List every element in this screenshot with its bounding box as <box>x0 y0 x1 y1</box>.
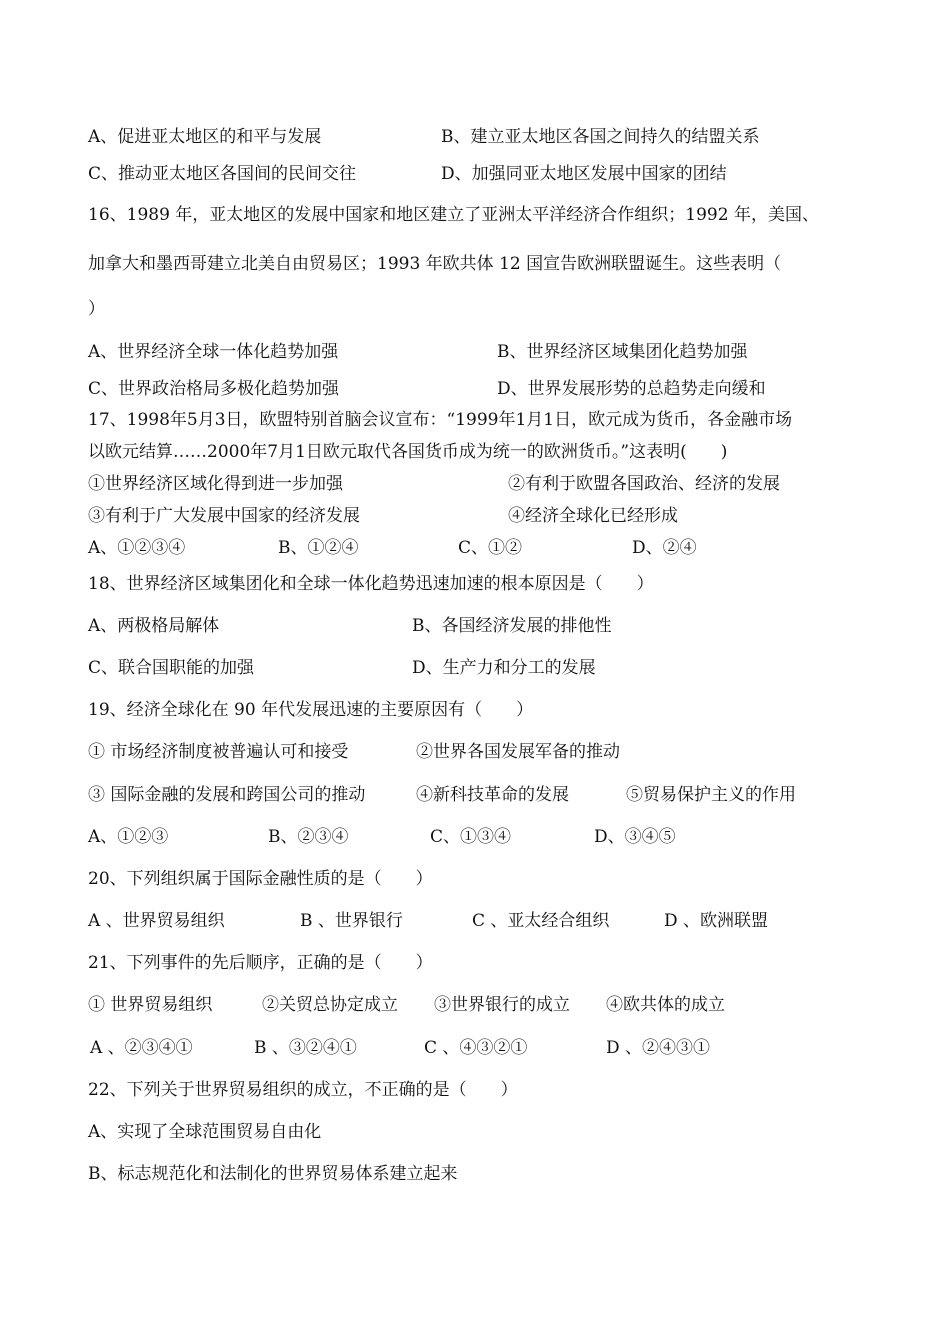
q21-option-c: C 、④③②① <box>424 1038 528 1058</box>
q20-option-c: C 、亚太经合组织 <box>472 911 610 931</box>
q20-option-b: B 、世界银行 <box>300 911 403 931</box>
q16-stem-line1: 16、1989 年，亚太地区的发展中国家和地区建立了亚洲太平洋经济合作组织；1992 年，美国、 <box>88 205 819 225</box>
q15-option-d: D、加强同亚太地区发展中国家的团结 <box>441 164 727 184</box>
q21-option-a: A 、②③④① <box>90 1038 193 1058</box>
q16-option-b: B、世界经济区域集团化趋势加强 <box>497 342 748 362</box>
q17-item-1: ①世界经济区域化得到进一步加强 <box>88 474 343 494</box>
q16-option-a: A、世界经济全球一体化趋势加强 <box>88 342 339 362</box>
q19-item-4: ④新科技革命的发展 <box>416 785 569 805</box>
q20-option-d: D 、欧洲联盟 <box>664 911 769 931</box>
q22-option-a: A、实现了全球范围贸易自由化 <box>88 1122 322 1142</box>
q19-item-2: ②世界各国发展军备的推动 <box>416 742 620 762</box>
q15-option-a: A、促进亚太地区的和平与发展 <box>88 127 322 147</box>
q17-stem-line1: 17、1998年5月3日，欧盟特别首脑会议宣布：“1999年1月1日，欧元成为货币，各金融市场 <box>88 410 793 430</box>
q19-option-d: D、③④⑤ <box>594 827 676 847</box>
q18-option-d: D、生产力和分工的发展 <box>412 658 596 678</box>
q19-item-1: ① 市场经济制度被普遍认可和接受 <box>88 742 349 762</box>
q18-option-a: A、两极格局解体 <box>88 616 220 636</box>
q16-option-c: C、世界政治格局多极化趋势加强 <box>88 379 340 399</box>
q17-item-3: ③有利于广大发展中国家的经济发展 <box>88 506 360 526</box>
q19-option-c: C、①③④ <box>430 827 512 847</box>
q19-stem: 19、经济全球化在 90 年代发展迅速的主要原因有（ ） <box>88 700 534 720</box>
q21-stem: 21、下列事件的先后顺序，正确的是（ ） <box>88 953 433 973</box>
q15-option-b: B、建立亚太地区各国之间持久的结盟关系 <box>441 127 760 147</box>
q17-option-b: B、①②④ <box>278 538 359 558</box>
q17-option-d: D、②④ <box>632 538 697 558</box>
q17-stem-line2: 以欧元结算……2000年7月1日欧元取代各国货币成为统一的欧洲货币。”这表明( ) <box>88 442 728 462</box>
q21-option-d: D 、②④③① <box>606 1038 711 1058</box>
q22-stem: 22、下列关于世界贸易组织的成立，不正确的是（ ） <box>88 1080 518 1100</box>
q16-stem-line3: ） <box>88 299 105 319</box>
q20-option-a: A 、世界贸易组织 <box>88 911 225 931</box>
q16-stem-line2: 加拿大和墨西哥建立北美自由贸易区；1993 年欧共体 12 国宣告欧洲联盟诞生。这些表明（ <box>88 254 782 274</box>
q15-option-c: C、推动亚太地区各国间的民间交往 <box>88 164 357 184</box>
q19-item-3: ③ 国际金融的发展和跨国公司的推动 <box>88 785 366 805</box>
q21-option-b: B 、③②④① <box>254 1038 357 1058</box>
q19-option-a: A、①②③ <box>88 827 169 847</box>
q20-stem: 20、下列组织属于国际金融性质的是（ ） <box>88 869 433 889</box>
q21-item-2: ②关贸总协定成立 <box>262 995 398 1015</box>
q18-stem: 18、世界经济区域集团化和全球一体化趋势迅速加速的根本原因是（ ） <box>88 574 654 594</box>
q17-item-4: ④经济全球化已经形成 <box>508 506 678 526</box>
q22-option-b: B、标志规范化和法制化的世界贸易体系建立起来 <box>88 1164 458 1184</box>
q21-item-1: ① 世界贸易组织 <box>88 995 213 1015</box>
q18-option-b: B、各国经济发展的排他性 <box>412 616 612 636</box>
q17-option-c: C、①② <box>458 538 523 558</box>
q19-item-5: ⑤贸易保护主义的作用 <box>626 785 796 805</box>
q16-option-d: D、世界发展形势的总趋势走向缓和 <box>497 379 766 399</box>
q17-option-a: A、①②③④ <box>88 538 186 558</box>
q17-item-2: ②有利于欧盟各国政治、经济的发展 <box>508 474 780 494</box>
q21-item-3: ③世界银行的成立 <box>434 995 570 1015</box>
q21-item-4: ④欧共体的成立 <box>606 995 725 1015</box>
q18-option-c: C、联合国职能的加强 <box>88 658 255 678</box>
q19-option-b: B、②③④ <box>268 827 349 847</box>
